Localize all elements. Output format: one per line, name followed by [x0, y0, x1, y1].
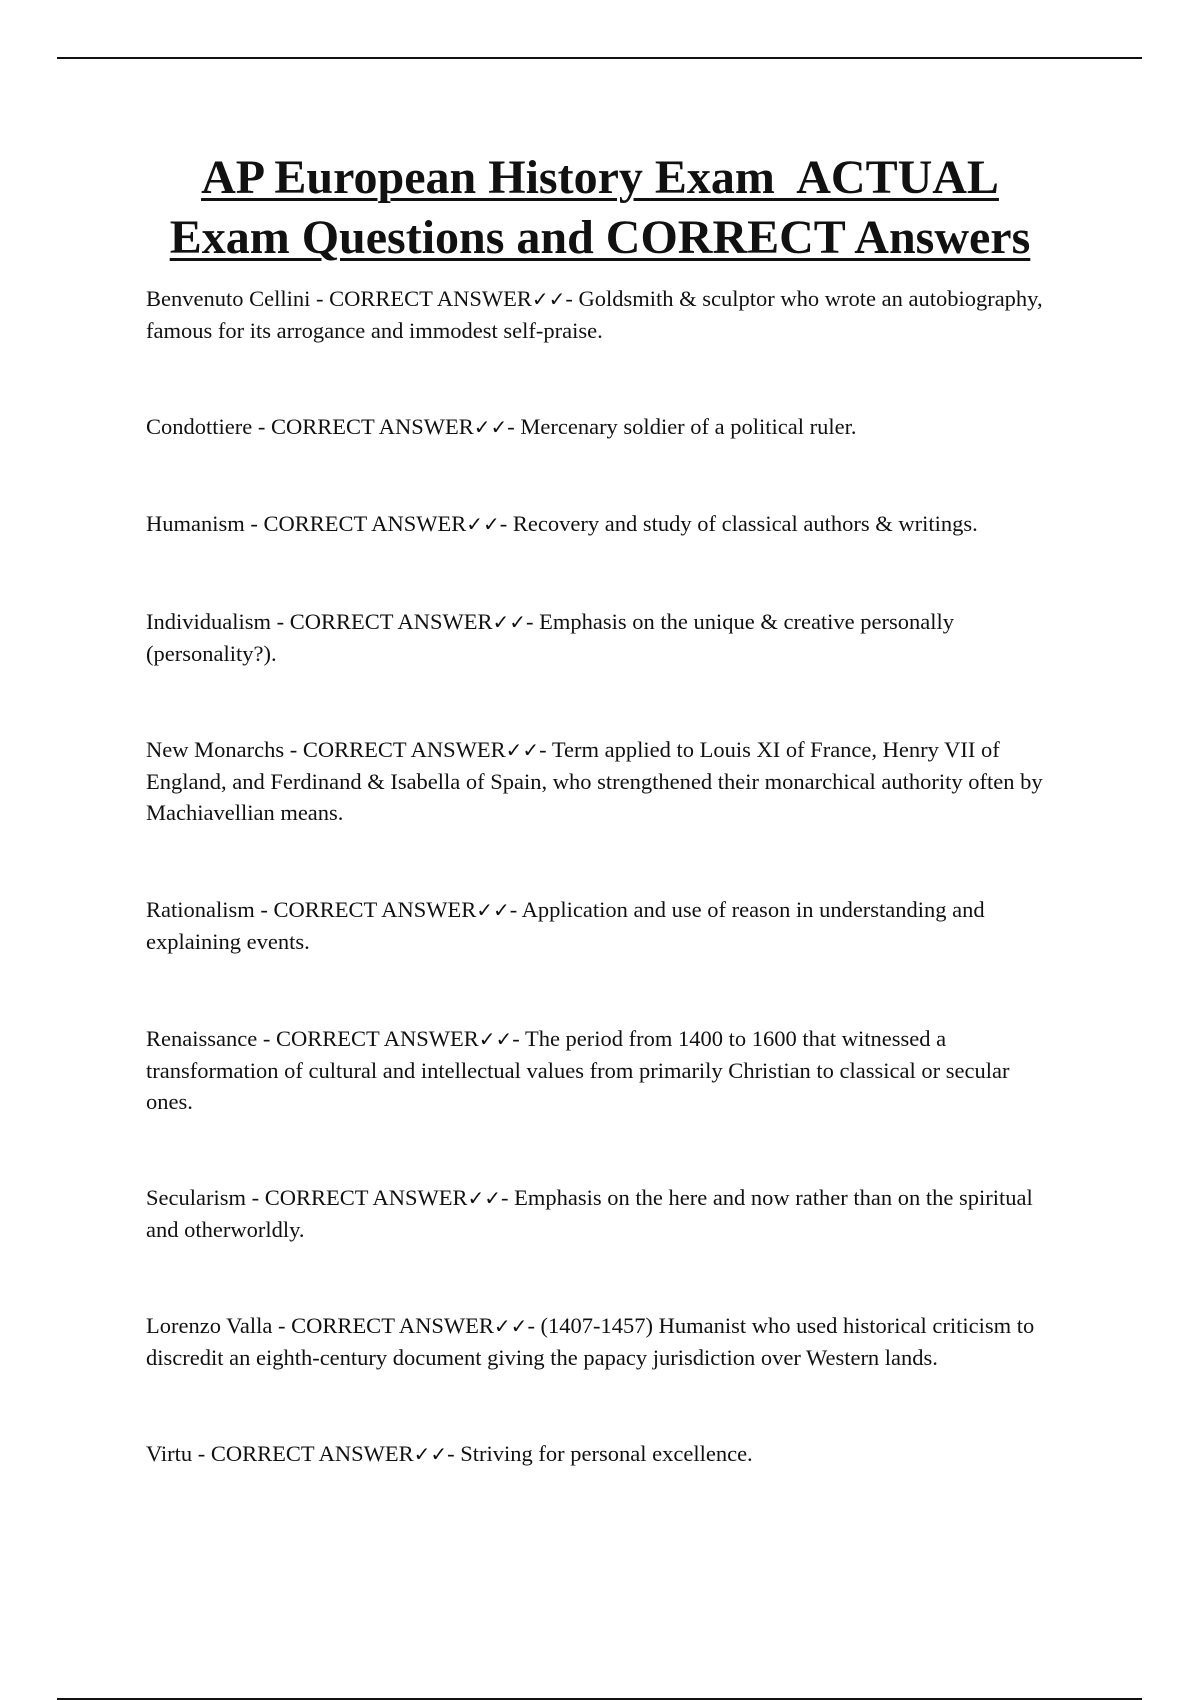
entry-term: Condottiere: [146, 414, 253, 439]
answer-marker: CORRECT ANSWER: [329, 286, 532, 311]
entry-term: Humanism: [146, 511, 245, 536]
title-line-2: Exam Questions and CORRECT Answers: [169, 211, 1031, 264]
check-marks-icon: ✓✓: [473, 415, 508, 439]
entry-definition: - Term applied to Louis XI of France, Henry VII of England, and Ferdinand & Isabella of Spain, who strengthened their monarchical authority often by Machiavellian means.: [146, 737, 1043, 825]
check-marks-icon: ✓✓: [492, 610, 527, 634]
entry-definition: - Mercenary soldier of a political ruler.: [507, 414, 857, 439]
answer-marker: CORRECT ANSWER: [273, 897, 477, 922]
entry-term: Lorenzo Valla: [146, 1313, 273, 1338]
answer-marker: CORRECT ANSWER: [270, 414, 474, 439]
qa-entry: Condottiere - CORRECT ANSWER✓✓- Mercenary soldier of a political ruler.: [146, 414, 857, 439]
check-marks-icon: ✓✓: [476, 898, 510, 922]
qa-entry: Renaissance - CORRECT ANSWER✓✓- The period from 1400 to 1600 that witnessed a transformation of cultural and intellectual values from primarily Christian to classical or secular ones.: [146, 1026, 1010, 1114]
entry-definition: - Emphasis on the unique & creative personally (personality?).: [146, 609, 955, 666]
entry-definition: - The period from 1400 to 1600 that witnessed a transformation of cultural and intellectual values from primarily Christian to classical or secular ones.: [146, 1026, 1010, 1114]
qa-entry: Benvenuto Cellini - CORRECT ANSWER✓✓- Goldsmith & sculptor who wrote an autobiography, famous for its arrogance and immodest self-praise.: [146, 286, 1043, 343]
title-line-1: AP European History Exam ACTUAL: [201, 151, 999, 204]
qa-entry: Virtu - CORRECT ANSWER✓✓- Striving for personal excellence.: [146, 1441, 753, 1466]
entry-definition: - Emphasis on the here and now rather than on the spiritual and otherworldly.: [146, 1185, 1033, 1242]
qa-entry: Humanism - CORRECT ANSWER✓✓- Recovery and study of classical authors & writings.: [146, 511, 978, 536]
entry-definition: - Recovery and study of classical authors & writings.: [499, 511, 978, 536]
check-marks-icon: ✓✓: [505, 738, 540, 762]
check-marks-icon: ✓✓: [493, 1314, 528, 1338]
entry-term: Virtu: [146, 1441, 193, 1466]
entry-term: Renaissance: [146, 1026, 258, 1051]
qa-entry: Rationalism - CORRECT ANSWER✓✓- Application and use of reason in understanding and explaining events.: [146, 897, 985, 954]
entry-term: Benvenuto Cellini: [146, 286, 311, 311]
check-marks-icon: ✓✓: [478, 1027, 513, 1051]
check-marks-icon: ✓✓: [467, 1186, 501, 1210]
check-marks-icon: ✓✓: [413, 1442, 448, 1466]
answer-marker: CORRECT ANSWER: [291, 1313, 494, 1338]
answer-marker: CORRECT ANSWER: [289, 609, 493, 634]
answer-marker: CORRECT ANSWER: [210, 1441, 414, 1466]
qa-entry: New Monarchs - CORRECT ANSWER✓✓- Term applied to Louis XI of France, Henry VII of England, and Ferdinand & Isabella of Spain, who strengthened their monarchical authority often by Machiavellian means.: [146, 737, 1043, 825]
answer-marker: CORRECT ANSWER: [302, 737, 506, 762]
qa-entry: Lorenzo Valla - CORRECT ANSWER✓✓- (1407-1457) Humanist who used historical criticism to discredit an eighth-century document giving the papacy jurisdiction over Western lands.: [146, 1313, 1035, 1370]
check-marks-icon: ✓✓: [531, 287, 566, 311]
answer-marker: CORRECT ANSWER: [263, 511, 467, 536]
qa-entry: Secularism - CORRECT ANSWER✓✓- Emphasis on the here and now rather than on the spiritual and otherworldly.: [146, 1185, 1033, 1242]
entry-definition: - Striving for personal excellence.: [447, 1441, 753, 1466]
top-rule: [57, 57, 1142, 59]
entry-definition: - Application and use of reason in understanding and explaining events.: [146, 897, 985, 954]
answer-marker: CORRECT ANSWER: [264, 1185, 468, 1210]
answer-marker: CORRECT ANSWER: [275, 1026, 479, 1051]
entry-term: Individualism: [146, 609, 271, 634]
entry-definition: - Goldsmith & sculptor who wrote an autobiography, famous for its arrogance and immodest self-praise.: [146, 286, 1043, 343]
qa-list: [146, 283, 1061, 1470]
check-marks-icon: ✓✓: [466, 512, 500, 536]
qa-entry: Individualism - CORRECT ANSWER✓✓- Emphasis on the unique & creative personally (personality?).: [146, 609, 955, 666]
entry-term: New Monarchs: [146, 737, 285, 762]
entry-term: Rationalism: [146, 897, 255, 922]
entry-term: Secularism: [146, 1185, 246, 1210]
entry-definition: - (1407-1457) Humanist who used historical criticism to discredit an eighth-century document giving the papacy jurisdiction over Western lands.: [146, 1313, 1035, 1370]
document-title: [100, 148, 1100, 268]
